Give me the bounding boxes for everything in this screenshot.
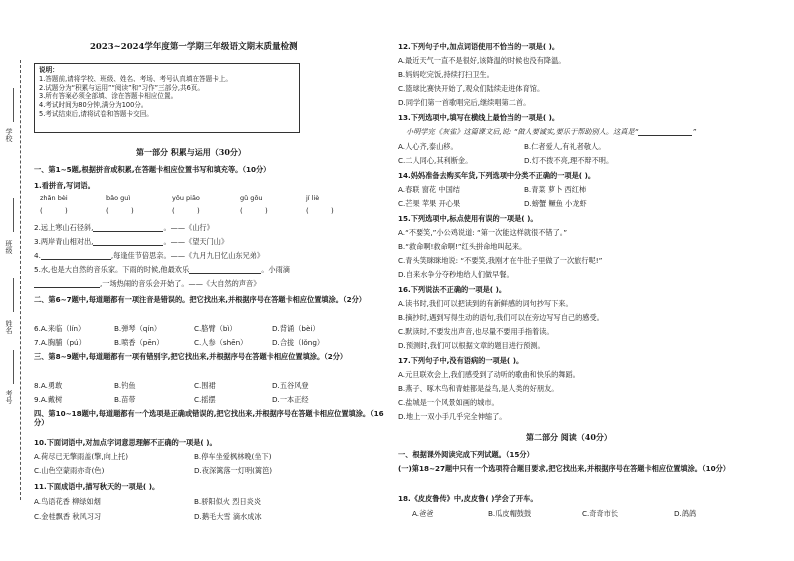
q13-option-a[interactable]: A.人心齐,泰山移。 <box>398 142 458 151</box>
reading-section-a1: (一)第18~27题中只有一个选项符合题目要求,把它找出来,并根据序号在答题卡相应位置填涂。（10分） <box>398 464 730 473</box>
q12-text: 12.下列句子中,加点词语使用不恰当的一项是( )。 <box>398 42 560 51</box>
q13-text: 13.下列选项中,填写在横线上最恰当的一项是( )。 <box>398 113 560 122</box>
q17-text: 17.下列句子中,没有语病的一项是( )。 <box>398 356 524 365</box>
instructions-box <box>34 63 300 133</box>
q1-text: 1.看拼音,写词语。 <box>34 181 95 190</box>
q16-option-d[interactable]: D.预测时,我们可以根据文章的题目进行预测。 <box>398 341 545 350</box>
q3-blank[interactable] <box>93 245 163 246</box>
pinyin-5: jí liè <box>306 194 320 202</box>
q14-option-c[interactable]: C.芒果 苹果 开心果 <box>398 199 461 208</box>
instruction-line: 5.考试结束后,请将试卷和答题卡交回。 <box>39 110 153 119</box>
q7-option-d[interactable]: D.合拢（lǒng） <box>272 338 325 347</box>
q6-option-c[interactable]: C.胳臂（bì） <box>194 324 237 333</box>
q8-option-c[interactable]: C.围裙 <box>194 381 216 390</box>
q12-option-a[interactable]: A.最近天气一直不是很好,该降温的时候也没有降温。 <box>398 56 566 65</box>
q13-stem-tail: ” <box>692 127 697 136</box>
q8-option-d[interactable]: D.五谷风登 <box>272 381 309 390</box>
q2-blank[interactable] <box>93 231 163 232</box>
school-field[interactable] <box>13 88 15 122</box>
part1-title: 第一部分 积累与运用（30分） <box>136 147 246 157</box>
q17-option-b[interactable]: B.燕子、啄木鸟和青蛙都是益鸟,是人类的好朋友。 <box>398 384 559 393</box>
q9-option-c[interactable]: C.摇摆 <box>194 395 216 404</box>
q15-option-b[interactable]: B.“救命啊!救命啊!”红头拼命地叫起来。 <box>398 242 527 251</box>
q13-option-c[interactable]: C.二人同心,其利断金。 <box>398 156 473 165</box>
q3-source: 。——《望天门山》 <box>163 237 229 246</box>
instruction-line: 3.所有答案必须全部填、涂在答题卡相应位置。 <box>39 92 178 101</box>
pinyin-2: bǎo guì <box>106 194 131 202</box>
pinyin-1: zhǎn bèi <box>40 194 68 202</box>
exam-no-label: 考号 <box>5 390 13 404</box>
q5-text-mid: 。小雨滴 <box>261 265 290 274</box>
q11-option-d[interactable]: D.鹅毛大雪 滴水成冰 <box>194 512 262 521</box>
school-label: 学校 <box>5 128 13 142</box>
name-label: 姓名 <box>5 320 13 334</box>
q18-text: 18.《皮皮鲁传》中,皮皮鲁( )学会了开车。 <box>398 494 538 503</box>
q15-text: 15.下列选项中,标点使用有误的一项是( )。 <box>398 214 538 223</box>
q15-option-c[interactable]: C.青头笑眯眯地说: “不要笑,我刚才在牛肚子里做了一次旅行呢!” <box>398 256 603 265</box>
q18-option-b[interactable]: B.瓜皮帽鼓鼓 <box>488 509 532 518</box>
q15-option-a[interactable]: A.“不要笑,”小公鸡说道: “第一次能这样就很不错了。” <box>398 228 568 237</box>
q18-option-a[interactable]: A.爸爸 <box>412 509 434 518</box>
q10-text: 10.下面词语中,对加点字词意思理解不正确的一项是( )。 <box>34 438 217 447</box>
section1-instructions: 一、第1~5题,根据拼音或积累,在答题卡相应位置书写和填充等。（10分） <box>34 165 271 174</box>
q17-option-a[interactable]: A.元旦联欢会上,我们感受到了动听的歌曲和快乐的舞蹈。 <box>398 370 580 379</box>
q6-option-b[interactable]: B.弹琴（qín） <box>114 324 162 333</box>
q16-option-c[interactable]: C.默读时,不要发出声音,也尽量不要用手指着读。 <box>398 327 554 336</box>
class-field[interactable] <box>13 198 15 232</box>
q14-option-a[interactable]: A.春联 窗花 中国结 <box>398 185 460 194</box>
q12-option-d[interactable]: D.同学们第一首歌唱完后,继续唱第二首。 <box>398 98 531 107</box>
instruction-line: 1.答题前,请将学校、班级、姓名、考场、考号认真填在答题卡上。 <box>39 74 233 83</box>
q11-text: 11.下面成语中,描写秋天的一项是( )。 <box>34 482 160 491</box>
q7-option-c[interactable]: C.人参（shēn） <box>194 338 248 347</box>
q2-row <box>34 223 214 232</box>
q4-row <box>34 251 264 260</box>
q5-blank-a[interactable] <box>189 273 261 274</box>
q4-blank[interactable] <box>41 259 111 260</box>
q9-option-a[interactable]: 9.A.戴树 <box>34 395 63 404</box>
q6-option-a[interactable]: 6.A.来临（lín） <box>34 324 86 333</box>
instructions-heading: 说明： <box>39 66 59 74</box>
q17-option-d[interactable]: D.地上一双小手几乎完全伸缩了。 <box>398 412 507 421</box>
q8-option-a[interactable]: 8.A.勇敢 <box>34 381 63 390</box>
q11-option-b[interactable]: B.骄阳似火 烈日炎炎 <box>194 497 262 506</box>
answer-parens-1[interactable]: ( ) <box>40 207 68 215</box>
section4-instructions: 四、第10~18题中,每道题都有一个选项是正确或错误的,把它找出来,并根据序号在答题卡相应位置填涂。（16分） <box>34 409 384 428</box>
q4-text: 4. <box>34 251 41 260</box>
q5-text: 5.水,也是大自然的音乐家。下雨的时候,他最欢乐 <box>34 265 190 274</box>
q10-option-c[interactable]: C.山色空蒙雨亦奇(色) <box>34 466 105 475</box>
q16-text: 16.下列说法不正确的一项是( )。 <box>398 285 507 294</box>
q17-option-c[interactable]: C.盐城是一个风景如画的城市。 <box>398 398 499 407</box>
q12-option-b[interactable]: B.妈妈吃完饭,持续打扫卫生。 <box>398 70 494 79</box>
answer-parens-5[interactable]: ( ) <box>306 207 334 215</box>
exam-no-field[interactable] <box>13 350 15 384</box>
instruction-line: 2.试题分为“积累与运用”“阅读”和“习作”三部分,共6页。 <box>39 83 204 92</box>
q9-option-d[interactable]: D.一本正经 <box>272 395 309 404</box>
q3-text: 3.两岸青山相对出, <box>34 237 94 246</box>
name-field[interactable] <box>13 278 15 312</box>
q18-option-c[interactable]: C.奇奇市长 <box>582 509 619 518</box>
part2-title: 第二部分 阅读（40分） <box>526 432 612 442</box>
q14-option-d[interactable]: D.螃蟹 鳜鱼 小龙虾 <box>524 199 587 208</box>
q5-row-b <box>34 279 260 288</box>
q9-option-b[interactable]: B.苗带 <box>114 395 136 404</box>
pinyin-3: yōu piāo <box>172 194 200 202</box>
q13-option-b[interactable]: B.仁者爱人,有礼者敬人。 <box>524 142 606 151</box>
q16-option-b[interactable]: B.摘抄时,遇到写得生动的语句,我们可以在旁边写写自己的感受。 <box>398 313 604 322</box>
q7-option-b[interactable]: B.喷香（pēn） <box>114 338 164 347</box>
q6-option-d[interactable]: D.背诵（bèi） <box>272 324 320 333</box>
q2-source: 。——《山行》 <box>163 223 214 232</box>
q13-stem-text: 小明学完《灰雀》这篇课文后,说: “做人要诚实,要乐于帮助别人。这真是“ <box>406 127 639 136</box>
reading-section-a: 一、根据课外阅读完成下列试题。（15分） <box>398 450 534 459</box>
pinyin-4: gǔ gōu <box>240 194 263 202</box>
instruction-line: 4.考试时间为80分钟,满分为100分。 <box>39 101 148 110</box>
q3-row <box>34 237 228 246</box>
section2-instructions: 二、第6~7题中,每道题都有一项注音是错误的。把它找出来,并根据序号在答题卡相应位置填涂。（2分） <box>34 295 366 304</box>
exam-title: 2023~2024学年度第一学期三年级语文期末质量检测 <box>90 42 298 52</box>
answer-parens-4[interactable]: ( ) <box>240 207 268 215</box>
q11-option-a[interactable]: A.鸟语花香 柳绿如烟 <box>34 497 101 506</box>
q11-option-c[interactable]: C.金桂飘香 秋风习习 <box>34 512 102 521</box>
q15-option-d[interactable]: D.自来水争分夺秒地给人们做早餐。 <box>398 270 514 279</box>
q5-source: ,一场热闹的音乐会开始了。——《大自然的声音》 <box>100 279 261 288</box>
q13-blank[interactable] <box>638 135 692 136</box>
q14-text: 14.妈妈准备去购买年货,下列选项中分类不正确的一项是( )。 <box>398 171 596 180</box>
q2-text: 2.远上寒山石径斜, <box>34 223 94 232</box>
q13-stem <box>406 127 696 136</box>
q18-option-d[interactable]: D.鸽鸽 <box>674 509 697 518</box>
answer-parens-3[interactable]: ( ) <box>172 207 200 215</box>
q5-row-a <box>34 265 290 274</box>
q13-option-d[interactable]: D.灯不拨不亮,理不辩不明。 <box>524 156 614 165</box>
q8-option-b[interactable]: B.钓鱼 <box>114 381 136 390</box>
q7-option-a[interactable]: 7.A.胸脯（pú） <box>34 338 86 347</box>
binding-dashed-line <box>20 60 21 500</box>
q4-source: ,每逢佳节倍思亲。——《九月九日忆山东兄弟》 <box>110 251 265 260</box>
section3-instructions: 三、第8~9题中,每道题都有一项有错别字,把它找出来,并根据序号在答题卡相应位置填涂。（2分） <box>34 352 348 361</box>
q14-option-b[interactable]: B.青菜 萝卜 西红柿 <box>524 185 587 194</box>
q10-option-b[interactable]: B.停车坐爱枫林晚(坐下) <box>194 452 272 461</box>
class-label: 班级 <box>5 240 13 254</box>
q10-option-d[interactable]: D.夜深篱落一灯明(篱笆) <box>194 466 273 475</box>
q5-blank-b[interactable] <box>34 287 100 288</box>
answer-parens-2[interactable]: ( ) <box>106 207 134 215</box>
q10-option-a[interactable]: A.荷尽已无擎雨盖(擎,向上托) <box>34 452 129 461</box>
q12-option-c[interactable]: C.篮球比赛快开始了,观众们陆续走进体育馆。 <box>398 84 545 93</box>
q16-option-a[interactable]: A.读书时,我们可以把读到的有新鲜感的词句抄写下来。 <box>398 299 573 308</box>
